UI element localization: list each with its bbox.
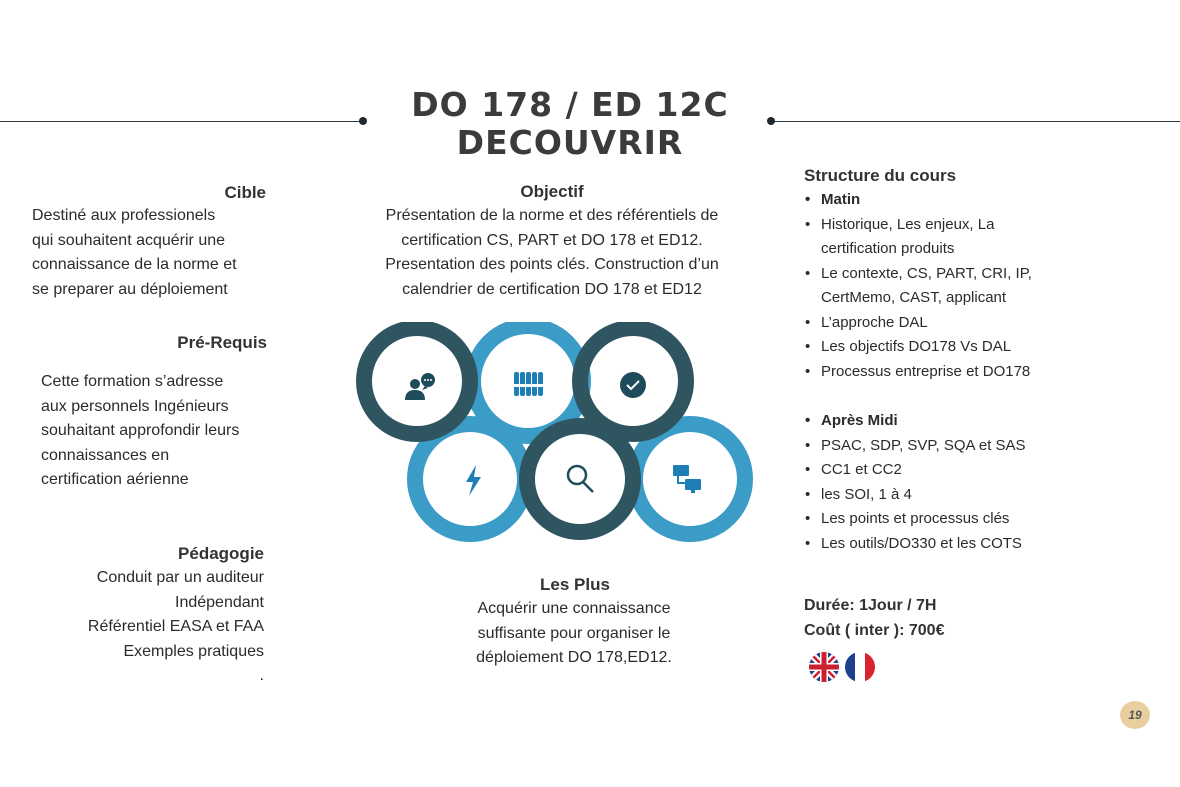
pedagogie-heading: Pédagogie xyxy=(178,544,264,563)
list-item: • Matin xyxy=(804,188,1054,213)
objectif-line: calendrier de certification DO 178 et ED12 xyxy=(402,280,702,298)
cible-line: Destiné aux professionels xyxy=(32,207,216,224)
uk-flag-icon[interactable] xyxy=(808,651,840,683)
pedagogie-line: . xyxy=(259,667,264,684)
pedagogie-line: Indépendant xyxy=(175,593,264,611)
prerequis-line: connaissances en xyxy=(41,446,170,464)
list-item: • Processus entreprise et DO178 xyxy=(804,360,1054,385)
list-item: • CC1 et CC2 xyxy=(804,458,1054,483)
lesplus-text xyxy=(424,597,724,671)
cible-line: se preparer au déploiement xyxy=(32,280,228,298)
list-item: • Les points et processus clés xyxy=(804,507,1054,532)
pedagogie-text xyxy=(40,566,264,689)
filing-cabinet-icon xyxy=(512,372,545,396)
header-rule-left xyxy=(0,121,363,122)
pedagogie-line: Conduit par un auditeur xyxy=(96,569,264,586)
rings-diagram xyxy=(355,322,755,548)
prerequis-line: certification aérienne xyxy=(41,471,189,488)
lesplus-line: Acquérir une connaissance xyxy=(477,600,671,617)
cible-line: connaissance de la norme et xyxy=(32,256,237,273)
pedagogie-line: Exemples pratiques xyxy=(123,642,264,660)
objectif-line: certification CS, PART et DO 178 et ED12. xyxy=(401,231,703,249)
structure-morning-list xyxy=(804,188,1054,384)
header-rule-right-dot xyxy=(767,117,775,125)
lesplus-line: suffisante pour organiser le xyxy=(477,624,671,642)
list-item: • Les objectifs DO178 Vs DAL xyxy=(804,335,1054,360)
lesplus-heading: Les Plus xyxy=(540,575,610,594)
check-badge-icon xyxy=(620,372,646,398)
objectif-text xyxy=(342,204,762,302)
price-label: Coût ( inter ): 700€ xyxy=(804,622,945,639)
prerequis-heading: Pré-Requis xyxy=(177,333,267,352)
prerequis-line: Cette formation s’adresse xyxy=(41,373,224,390)
list-item: • Le contexte, CS, PART, CRI, IP, CertMemo, CAST, applicant xyxy=(804,262,1054,311)
duration-label: Durée: 1Jour / 7H xyxy=(804,597,937,614)
cible-text xyxy=(32,204,282,302)
lightning-icon xyxy=(466,465,481,496)
page-number-badge: 19 xyxy=(1120,701,1150,729)
list-item: • les SOI, 1 à 4 xyxy=(804,483,1054,508)
pedagogie-line: Référentiel EASA et FAA xyxy=(87,618,264,635)
objectif-line: Presentation des points clés. Construction d’un xyxy=(385,256,719,273)
french-flag-icon[interactable] xyxy=(844,651,876,683)
list-item: • Historique, Les enjeux, La certification produits xyxy=(804,213,1054,262)
ring-bottom-middle xyxy=(527,426,633,532)
objectif-heading: Objectif xyxy=(520,182,584,201)
structure-afternoon-list xyxy=(804,409,1054,556)
structure-heading: Structure du cours xyxy=(804,166,957,185)
list-item: • Après Midi xyxy=(804,409,1054,434)
header-rule-right xyxy=(772,121,1180,122)
title-line-1: DO 178 / ED 12C xyxy=(411,85,729,124)
prerequis-line: aux personnels Ingénieurs xyxy=(41,397,229,415)
network-computers-icon xyxy=(673,465,701,493)
list-item: • L’approche DAL xyxy=(804,311,1054,336)
chat-person-icon xyxy=(405,373,435,400)
objectif-line: Présentation de la norme et des référentiels de xyxy=(385,207,719,224)
title-line-2: DECOUVRIR xyxy=(456,123,684,162)
list-item: • Les outils/DO330 et les COTS xyxy=(804,532,1054,557)
list-item: • PSAC, SDP, SVP, SQA et SAS xyxy=(804,434,1054,459)
header-rule-left-dot xyxy=(359,117,367,125)
prerequis-text xyxy=(41,370,281,493)
search-icon xyxy=(568,466,593,492)
prerequis-line: souhaitant approfondir leurs xyxy=(41,422,240,439)
page-title xyxy=(380,86,760,162)
cible-heading: Cible xyxy=(224,183,266,202)
cible-line: qui souhaitent acquérir une xyxy=(32,231,226,249)
lesplus-line: déploiement DO 178,ED12. xyxy=(476,649,672,666)
